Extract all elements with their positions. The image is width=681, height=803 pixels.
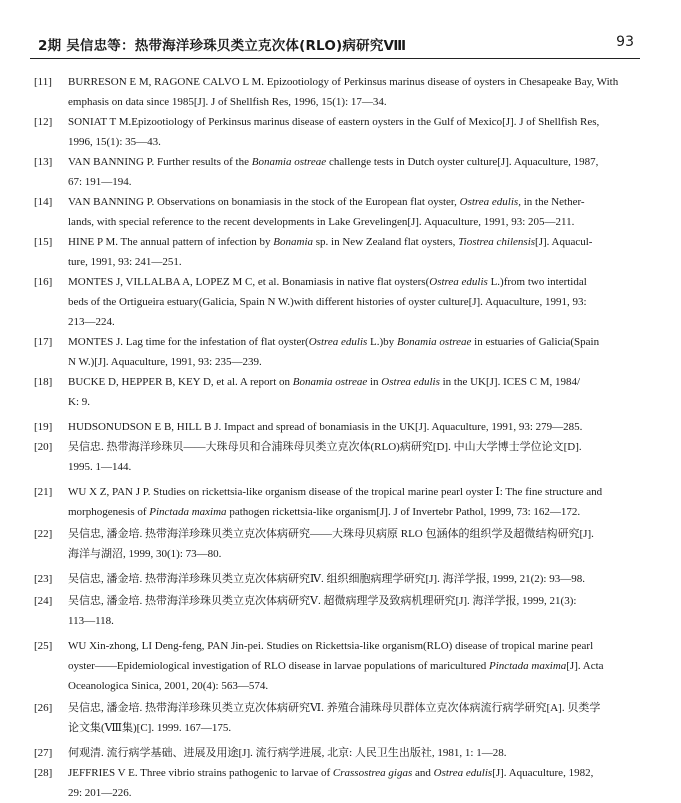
reference-number: [28] [34,767,53,779]
reference-item [34,743,646,763]
reference-text [68,152,646,192]
reference-text [68,698,646,738]
reference-text [68,743,646,763]
reference-segment: 吴信忠, 潘金培. 热带海洋珍珠贝类立克次体病研究Ⅴ. 超微病理学及致病机理研究[J]. 海洋学报, 1999, 21(3): 113—118. [68,595,577,627]
reference-italic-segment: Pinctada maxima [488,660,567,672]
reference-number: [17] [34,336,53,348]
reference-text [68,112,646,152]
reference-text [68,636,646,696]
reference-italic-segment: Tiostrea chilensis [458,236,536,248]
reference-number: [19] [34,421,53,433]
reference-text [68,437,646,477]
reference-segment: pathogen rickettsia-like organism[J]. J of Invertebr Pathol, 1999, 73: 162—172. [226,506,581,518]
reference-segment: sp. in New Zealand flat oysters, [313,236,459,248]
reference-segment: [J]. Aquaculture, 1982, 29: 201—226. [68,767,594,799]
reference-segment: L.)from two intertidal beds of the Ortigueira estuary(Galicia, Spain N W.)with different histories of oyster culture[J]. Aquaculture, 1991, 93: 213—224. [68,276,587,328]
reference-item [34,591,646,631]
reference-segment: [J]. Aquacul- ture, 1991, 93: 241—251. [68,236,593,268]
reference-text [68,482,646,522]
reference-italic-segment: Ostrea edulis [459,196,519,208]
reference-item [34,437,646,477]
reference-segment: in the UK[J]. ICES C M, 1984/ K: 9. [68,376,581,408]
reference-italic-segment: Pinctada maxima [149,506,227,518]
reference-item [34,72,646,112]
reference-text [68,232,646,272]
reference-number: [23] [34,573,53,585]
reference-segment: , in the Nether- lands, with special reference to the recent developments in Lake Grevelingen[J]. Aquaculture, 1991, 93: 205—211. [68,196,585,228]
reference-segment: MONTES J, VILLALBA A, LOPEZ M C, et al. Bonamiasis in native flat oysters( [68,276,430,288]
reference-number: [11] [34,76,52,88]
reference-item [34,232,646,272]
reference-item [34,698,646,738]
reference-text [68,763,646,803]
reference-item [34,372,646,412]
reference-segment: BUCKE D, HEPPER B, KEY D, et al. A report on [68,376,293,388]
reference-text [68,569,646,589]
journal-issue-title: 2期 吴信忠等：热带海洋珍珠贝类立克次体(RLO)病研究Ⅷ [38,38,407,54]
reference-segment: VAN BANNING P. Further results of the [68,156,252,168]
reference-segment: 吴信忠, 潘金培. 热带海洋珍珠贝类立克次体病研究Ⅵ. 养殖合浦珠母贝群体立克次体病流行病学研究[A]. 贝类学 论文集(Ⅷ集)[C]. 1999. 167—175. [68,702,601,734]
reference-italic-segment: Bonamia ostreae [251,156,327,168]
reference-italic-segment: Ostrea edulis [429,276,488,288]
reference-segment: HINE P M. The annual pattern of infection by [68,236,274,248]
reference-segment: VAN BANNING P. Observations on bonamiasis in the stock of the European flat oyster, [68,196,460,208]
reference-number: [25] [34,640,53,652]
reference-italic-segment: Bonamia [273,236,314,248]
reference-number: [14] [34,196,53,208]
reference-list [34,72,646,803]
reference-segment: WU X Z, PAN J P. Studies on rickettsia-like organism disease of the tropical marine pearl oyster Ⅰ: The fine structure and morphogenesis of [68,486,603,518]
reference-italic-segment: Ostrea edulis [381,376,440,388]
reference-number: [16] [34,276,53,288]
reference-text [68,332,646,372]
reference-segment: challenge tests in Dutch oyster culture[J]. Aquaculture, 1987, 67: 191—194. [68,156,599,188]
reference-item [34,482,646,522]
reference-item [34,272,646,332]
reference-segment: L.)by [367,336,397,348]
reference-text [68,417,646,437]
reference-number: [13] [34,156,53,168]
reference-number: [18] [34,376,53,388]
reference-number: [22] [34,528,53,540]
reference-segment: in estuaries of Galicia(Spain N W.)[J]. Aquaculture, 1991, 93: 235—239. [68,336,600,368]
reference-item [34,417,646,437]
reference-segment: JEFFRIES V E. Three vibrio strains pathogenic to larvae of [68,767,333,779]
reference-item [34,112,646,152]
reference-text [68,192,646,232]
reference-segment: BURRESON E M, RAGONE CALVO L M. Epizootiology of Perkinsus marinus disease of oysters in Chesapeake Bay, With emphasis on data since 1985[J]. J of Shellfish Res, 1996, 15(1): 17—34. [68,76,619,108]
reference-segment: 吴信忠. 热带海洋珍珠贝——大珠母贝和合浦珠母贝类立克次体(RLO)病研究[D]. 中山大学博士学位论文[D]. 1995. 1—144. [68,441,582,473]
reference-segment: and [412,767,434,779]
reference-number: [26] [34,702,53,714]
reference-segment: HUDSONUDSON E B, HILL B J. Impact and spread of bonamiasis in the UK[J]. Aquaculture, 1991, 93: 279—285. [68,421,583,433]
reference-italic-segment: Ostrea edulis [433,767,493,779]
reference-italic-segment: Bonamia ostreae [292,376,368,388]
reference-segment: 吴信忠, 潘金培. 热带海洋珍珠贝类立克次体病研究——大珠母贝病原 RLO 包涵体的组织学及超微结构研究[J]. 海洋与湖沼, 1999, 30(1): 73—80. [68,528,594,560]
reference-item [34,569,646,589]
reference-segment: 何观清. 流行病学基础、进展及用途[J]. 流行病学进展, 北京: 人民卫生出版社, 1981, 1: 1—28. [68,747,507,759]
reference-segment: in [367,376,382,388]
reference-text [68,272,646,332]
reference-item [34,524,646,564]
reference-number: [15] [34,236,53,248]
reference-text [68,591,646,631]
page-number: 93 [616,34,634,50]
reference-segment: SONIAT T M.Epizootiology of Perkinsus marinus disease of eastern oysters in the Gulf of Mexico[J]. J of Shellfish Res, 1996, 15(1): 35—43. [68,116,600,148]
reference-segment: MONTES J. Lag time for the infestation of flat oyster( [68,336,309,348]
reference-item [34,152,646,192]
reference-item [34,763,646,803]
reference-italic-segment: Crassostrea gigas [332,767,413,779]
reference-number: [27] [34,747,53,759]
reference-item [34,192,646,232]
reference-item [34,636,646,696]
reference-number: [21] [34,486,53,498]
reference-segment: 吴信忠, 潘金培. 热带海洋珍珠贝类立克次体病研究Ⅳ. 组织细胞病理学研究[J]. 海洋学报, 1999, 21(2): 93—98. [68,573,585,585]
reference-text [68,524,646,564]
running-header [38,34,638,56]
reference-segment: [J]. Acta Oceanologica Sinica, 2001, 20(4): 563—574. [68,660,604,692]
reference-item [34,332,646,372]
reference-italic-segment: Ostrea edulis [308,336,368,348]
reference-number: [12] [34,116,53,128]
reference-segment: WU Xin-zhong, LI Deng-feng, PAN Jin-pei. Studies on Rickettsia-like organism(RLO) disease of tropical marine pearl oyster——Epidemiological investigation of RLO disease in larvae populations of maricultured [68,640,594,672]
reference-italic-segment: Bonamia ostreae [396,336,472,348]
reference-text [68,72,646,112]
reference-number: [24] [34,595,53,607]
reference-number: [20] [34,441,53,453]
reference-text [68,372,646,412]
header-rule [30,58,640,59]
